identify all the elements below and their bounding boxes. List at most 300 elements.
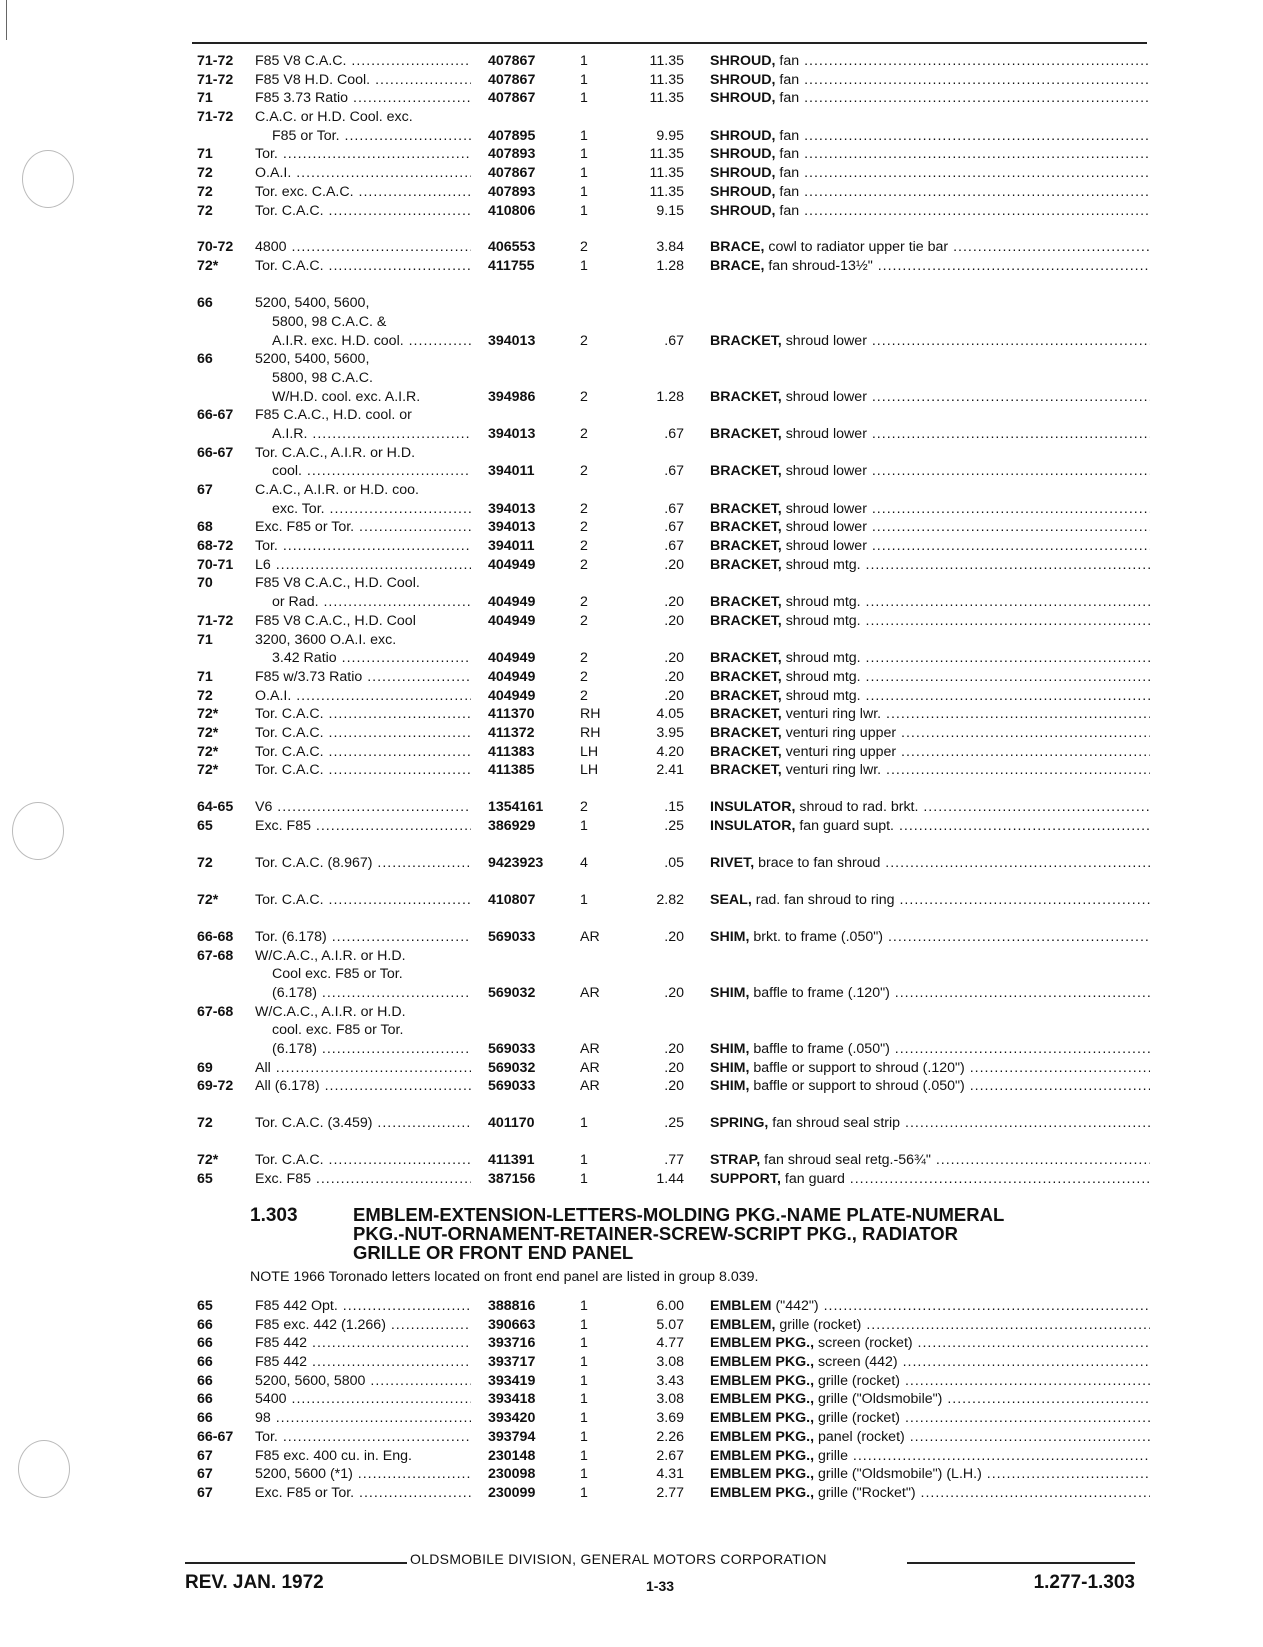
part-description [710, 164, 1150, 183]
part-description [710, 89, 1150, 108]
price: 4.31 [656, 1466, 684, 1483]
part-description [710, 1447, 1150, 1466]
part-detail: fan [779, 165, 800, 182]
model-year: 66 [197, 1372, 213, 1389]
quantity: 1 [580, 258, 588, 275]
table-row [0, 1484, 1263, 1503]
price: 3.84 [656, 239, 684, 256]
part-name: STRAP, [710, 1152, 761, 1169]
model-application [255, 406, 471, 425]
part-description [710, 798, 1150, 817]
part-name: BRACKET, [710, 556, 782, 573]
model-year: 71-72 [197, 109, 234, 126]
quantity: 1 [580, 1152, 588, 1169]
price: .20 [664, 1078, 684, 1095]
part-description [710, 984, 1150, 1003]
quantity: 1 [580, 1298, 588, 1314]
price: .25 [664, 1115, 684, 1132]
quantity: 1 [580, 1428, 588, 1445]
model-text: O.A.I. [255, 165, 292, 182]
model-text: F85 exc. 442 (1.266) [255, 1316, 386, 1333]
part-description [710, 724, 1150, 743]
table-row [0, 52, 1263, 71]
row-spacer [0, 780, 1263, 798]
part-detail: brace to fan shroud [758, 855, 881, 871]
part-name: BRACKET, [710, 650, 782, 667]
price: 6.00 [656, 1298, 684, 1314]
table-row [0, 1077, 1263, 1096]
row-spacer [0, 1096, 1263, 1114]
table-row [0, 724, 1263, 743]
row-spacer [0, 873, 1263, 891]
model-application [255, 52, 471, 71]
page-number: 1-33 [646, 1578, 675, 1594]
quantity: 1 [580, 1391, 588, 1408]
part-detail: venturi ring lwr. [785, 762, 882, 779]
price: 4.05 [656, 706, 684, 723]
table-row [0, 798, 1263, 817]
model-application [255, 145, 471, 164]
table-row [0, 1021, 1263, 1040]
part-detail: shroud mtg. [785, 556, 861, 573]
model-year: 67 [197, 482, 213, 499]
table-row [0, 1447, 1263, 1466]
part-detail: panel (rocket) [818, 1428, 905, 1445]
quantity: 1 [580, 1335, 588, 1352]
part-number: 411370 [488, 706, 535, 723]
price: .20 [664, 556, 684, 573]
part-number: 393418 [488, 1391, 536, 1408]
model-year: 67 [197, 1484, 213, 1501]
table-row [0, 1316, 1263, 1335]
quantity: 1 [580, 1372, 588, 1389]
part-name: BRACE, [710, 258, 765, 275]
model-application [255, 854, 471, 873]
quantity: 2 [580, 463, 588, 480]
model-text: 4800 [255, 239, 287, 256]
part-description [710, 761, 1150, 780]
part-description [710, 462, 1150, 481]
quantity: 2 [580, 556, 588, 573]
part-description [710, 537, 1150, 556]
model-text: Tor. C.A.C. [255, 743, 324, 760]
quantity: 1 [580, 1466, 588, 1483]
part-description [710, 1040, 1150, 1059]
price: 5.07 [656, 1316, 684, 1333]
model-application [255, 817, 471, 836]
group-range: 1.277-1.303 [1033, 1572, 1135, 1593]
model-application [272, 425, 471, 444]
model-application [255, 1170, 471, 1189]
part-description [710, 202, 1150, 221]
part-detail: shroud lower [785, 500, 867, 517]
price: .67 [664, 538, 684, 555]
model-application [272, 1040, 471, 1059]
model-year: 72* [197, 743, 219, 760]
price: 3.69 [656, 1410, 684, 1427]
model-year: 66-67 [197, 1428, 234, 1445]
part-number: 230148 [488, 1447, 536, 1464]
part-number: 1354161 [488, 799, 544, 816]
part-number: 386929 [488, 818, 536, 835]
price: 1.44 [656, 1171, 684, 1188]
model-year: 66 [197, 1316, 213, 1333]
part-number: 411755 [488, 258, 535, 275]
quantity: 2 [580, 332, 588, 349]
model-year: 64-65 [197, 799, 234, 816]
part-description [710, 593, 1150, 612]
quantity: 1 [580, 1171, 588, 1188]
quantity: 1 [580, 1484, 588, 1501]
model-year: 71-72 [197, 53, 234, 69]
model-application [255, 947, 471, 966]
part-detail: grille ("Oldsmobile") (L.H.) [818, 1466, 982, 1483]
model-year: 66 [197, 295, 213, 312]
price: 2.77 [656, 1484, 684, 1501]
model-text: F85 442 [255, 1354, 308, 1371]
model-year: 71 [197, 668, 213, 685]
part-description [710, 1151, 1150, 1170]
table-row [0, 705, 1263, 724]
parts-table [0, 52, 1263, 1189]
table-row [0, 388, 1263, 407]
part-description [710, 1484, 1150, 1503]
model-application [255, 1003, 471, 1022]
price: .20 [664, 1041, 684, 1058]
table-row [0, 1409, 1263, 1428]
part-description [710, 928, 1150, 947]
model-year: 72 [197, 855, 213, 871]
model-year: 67-68 [197, 1003, 234, 1020]
part-detail: fan shroud seal retg.-56¾" [764, 1152, 931, 1169]
quantity: AR [580, 1041, 600, 1058]
model-year: 72* [197, 706, 219, 723]
price: .20 [664, 1059, 684, 1076]
part-detail: ("442") [775, 1298, 819, 1314]
model-text: 5200, 5600, 5800 [255, 1372, 366, 1389]
model-text: All (6.178) [255, 1078, 320, 1095]
model-year: 72 [197, 183, 213, 200]
model-year: 65 [197, 1171, 213, 1188]
footer-rule-left [185, 1562, 407, 1564]
price: .67 [664, 332, 684, 349]
part-name: EMBLEM PKG., [710, 1410, 815, 1427]
table-row [0, 1353, 1263, 1372]
quantity: 2 [580, 799, 588, 816]
model-year: 71 [197, 90, 213, 107]
model-application [255, 238, 471, 257]
part-detail: fan [779, 146, 800, 163]
part-detail: venturi ring upper [785, 724, 897, 741]
table-row [0, 928, 1263, 947]
model-application [272, 649, 471, 668]
part-number: 569032 [488, 1059, 536, 1076]
model-application [255, 89, 471, 108]
part-number: 393794 [488, 1428, 536, 1445]
part-name: EMBLEM PKG., [710, 1447, 815, 1464]
part-description [710, 705, 1150, 724]
part-detail: cowl to radiator upper tie bar [768, 239, 949, 256]
part-detail: rad. fan shroud to ring [755, 891, 895, 908]
model-application [255, 350, 471, 369]
part-name: BRACKET, [710, 724, 782, 741]
table-row [0, 668, 1263, 687]
model-text: W/C.A.C., A.I.R. or H.D. [255, 947, 406, 964]
part-description [710, 612, 1150, 631]
table-row [0, 1170, 1263, 1189]
table-row [0, 1428, 1263, 1447]
part-number: 407867 [488, 53, 536, 69]
model-text: 5400 [255, 1391, 287, 1408]
part-name: BRACKET, [710, 519, 782, 536]
model-application [255, 631, 471, 650]
quantity: 2 [580, 687, 588, 704]
price: .77 [664, 1152, 684, 1169]
model-application [255, 668, 471, 687]
part-name: BRACKET, [710, 388, 782, 405]
part-name: SHROUD, [710, 127, 776, 144]
model-application [255, 1447, 471, 1466]
part-number: 393716 [488, 1335, 536, 1352]
model-application [255, 518, 471, 537]
model-year: 66-68 [197, 928, 234, 945]
part-name: SHROUD, [710, 202, 776, 219]
table-row [0, 1114, 1263, 1133]
page-edge-mark [6, 0, 7, 40]
part-detail: shroud mtg. [785, 594, 861, 611]
model-text: Tor. (6.178) [255, 928, 327, 945]
part-number: 390663 [488, 1316, 536, 1333]
price: .20 [664, 668, 684, 685]
part-detail: shroud lower [785, 425, 867, 442]
quantity: 2 [580, 519, 588, 536]
revision-date: REV. JAN. 1972 [185, 1572, 324, 1593]
table-row [0, 369, 1263, 388]
model-application [255, 108, 471, 127]
model-application [255, 1297, 471, 1316]
part-name: SHIM, [710, 928, 750, 945]
model-application [255, 798, 471, 817]
model-year: 72* [197, 258, 219, 275]
part-name: SHIM, [710, 1059, 750, 1076]
quantity: 2 [580, 594, 588, 611]
quantity: 1 [580, 146, 588, 163]
part-detail: grille [818, 1447, 848, 1464]
model-text: Tor. C.A.C. [255, 762, 324, 779]
quantity: 1 [580, 183, 588, 200]
part-name: SHROUD, [710, 71, 776, 88]
table-row [0, 556, 1263, 575]
part-detail: fan guard supt. [799, 818, 894, 835]
part-detail: venturi ring upper [785, 743, 897, 760]
model-application [255, 1334, 471, 1353]
price: 11.35 [649, 165, 684, 182]
part-description [710, 1297, 1150, 1316]
price: .67 [664, 519, 684, 536]
quantity: 2 [580, 500, 588, 517]
model-text: Tor. [255, 538, 278, 555]
part-detail: shroud lower [785, 519, 867, 536]
part-description [710, 145, 1150, 164]
part-detail: fan [779, 90, 800, 107]
price: 3.08 [656, 1391, 684, 1408]
quantity: AR [580, 1059, 600, 1076]
model-text: W/H.D. cool. exc. A.I.R. [272, 388, 421, 405]
table-row [0, 631, 1263, 650]
model-application [255, 1151, 471, 1170]
footer-rule-right [907, 1562, 1135, 1564]
part-name: INSULATOR, [710, 799, 796, 816]
part-name: EMBLEM PKG., [710, 1372, 815, 1389]
model-application [255, 164, 471, 183]
part-detail: baffle or support to shroud (.120") [753, 1059, 965, 1076]
model-text: Exc. F85 or Tor. [255, 519, 355, 536]
part-number: 411385 [488, 762, 535, 779]
model-text: W/C.A.C., A.I.R. or H.D. [255, 1003, 406, 1020]
part-number: 404949 [488, 556, 536, 573]
quantity: 1 [580, 71, 588, 88]
table-row [0, 965, 1263, 984]
part-description [710, 518, 1150, 537]
quantity: 1 [580, 1410, 588, 1427]
part-number: 407895 [488, 127, 536, 144]
model-application [272, 984, 471, 1003]
row-spacer [0, 276, 1263, 294]
part-detail: fan [779, 183, 800, 200]
price: .67 [664, 463, 684, 480]
table-row [0, 202, 1263, 221]
model-year: 71-72 [197, 71, 234, 88]
model-year: 66 [197, 1354, 213, 1371]
table-row [0, 127, 1263, 146]
part-description [710, 127, 1150, 146]
part-name: EMBLEM [710, 1298, 772, 1314]
part-name: SPRING, [710, 1115, 769, 1132]
table-row [0, 593, 1263, 612]
part-detail: shroud mtg. [785, 612, 861, 629]
part-detail: shroud lower [785, 463, 867, 480]
model-application [255, 612, 471, 631]
part-number: 407867 [488, 90, 536, 107]
part-name: EMBLEM PKG., [710, 1335, 815, 1352]
price: 2.82 [656, 891, 684, 908]
part-description [710, 1316, 1150, 1335]
section-number: 1.303 [250, 1205, 298, 1226]
model-text: Tor. C.A.C. [255, 1152, 324, 1169]
part-name: SHIM, [710, 1078, 750, 1095]
part-name: SHROUD, [710, 183, 776, 200]
model-text: F85 C.A.C., H.D. cool. or [255, 407, 412, 424]
part-number: 394011 [488, 463, 535, 480]
model-year: 71-72 [197, 612, 234, 629]
part-name: SHIM, [710, 1041, 750, 1058]
model-year: 66 [197, 1391, 213, 1408]
model-application [255, 761, 471, 780]
part-detail: brkt. to frame (.050") [753, 928, 883, 945]
model-year: 67-68 [197, 947, 234, 964]
price: .67 [664, 500, 684, 517]
part-detail: fan [779, 202, 800, 219]
model-application [255, 257, 471, 276]
price: 9.95 [656, 127, 684, 144]
model-application [255, 1465, 471, 1484]
model-text: Tor. exc. C.A.C. [255, 183, 354, 200]
model-application [255, 1316, 471, 1335]
model-text: F85 w/3.73 Ratio [255, 668, 363, 685]
part-number: 394986 [488, 388, 536, 405]
part-number: 388816 [488, 1298, 536, 1314]
model-text: C.A.C., A.I.R. or H.D. coo. [255, 482, 419, 499]
model-text: Exc. F85 or Tor. [255, 1484, 355, 1501]
price: .15 [664, 799, 684, 816]
part-number: 407867 [488, 165, 536, 182]
table-row [0, 183, 1263, 202]
price: 11.35 [649, 71, 684, 88]
part-detail: fan [779, 53, 800, 69]
model-application [255, 1077, 471, 1096]
model-application [272, 965, 471, 984]
table-row [0, 1151, 1263, 1170]
section-title [353, 1205, 1133, 1262]
part-name: SHIM, [710, 985, 750, 1002]
model-year: 72* [197, 724, 219, 741]
part-number: 394013 [488, 500, 536, 517]
quantity: 1 [580, 1316, 588, 1333]
model-text: 5200, 5400, 5600, [255, 351, 370, 368]
part-name: SHROUD, [710, 90, 776, 107]
part-number: 394013 [488, 332, 536, 349]
model-year: 72* [197, 1152, 219, 1169]
model-text: F85 V8 C.A.C. [255, 53, 347, 69]
part-detail: grille ("Rocket") [818, 1484, 916, 1501]
quantity: 1 [580, 53, 588, 69]
part-name: EMBLEM, [710, 1316, 776, 1333]
part-description [710, 817, 1150, 836]
model-text: Tor. C.A.C. [255, 724, 324, 741]
quantity: 1 [580, 202, 588, 219]
model-year: 71 [197, 631, 213, 648]
part-name: BRACKET, [710, 425, 782, 442]
model-application [272, 593, 471, 612]
part-detail: shroud lower [785, 388, 867, 405]
model-text: 3.42 Ratio [272, 650, 337, 667]
model-text: F85 exc. 400 cu. in. Eng. [255, 1447, 412, 1464]
model-application [272, 369, 471, 388]
model-text: cool. [272, 463, 302, 480]
part-number: 404949 [488, 594, 536, 611]
part-name: RIVET, [710, 855, 755, 871]
table-row [0, 574, 1263, 593]
table-row [0, 257, 1263, 276]
part-detail: shroud mtg. [785, 668, 861, 685]
part-description [710, 854, 1150, 873]
part-name: SHROUD, [710, 146, 776, 163]
header-rule [192, 42, 1147, 44]
model-application [255, 1059, 471, 1078]
model-application [255, 444, 471, 463]
part-number: 394011 [488, 538, 535, 555]
model-application [255, 1484, 471, 1503]
model-application [255, 891, 471, 910]
price: 11.35 [649, 183, 684, 200]
table-row [0, 406, 1263, 425]
part-name: BRACKET, [710, 538, 782, 555]
part-number: 569033 [488, 1041, 536, 1058]
quantity: 2 [580, 388, 588, 405]
quantity: 2 [580, 425, 588, 442]
part-detail: shroud lower [785, 332, 867, 349]
model-text: F85 or Tor. [272, 127, 340, 144]
